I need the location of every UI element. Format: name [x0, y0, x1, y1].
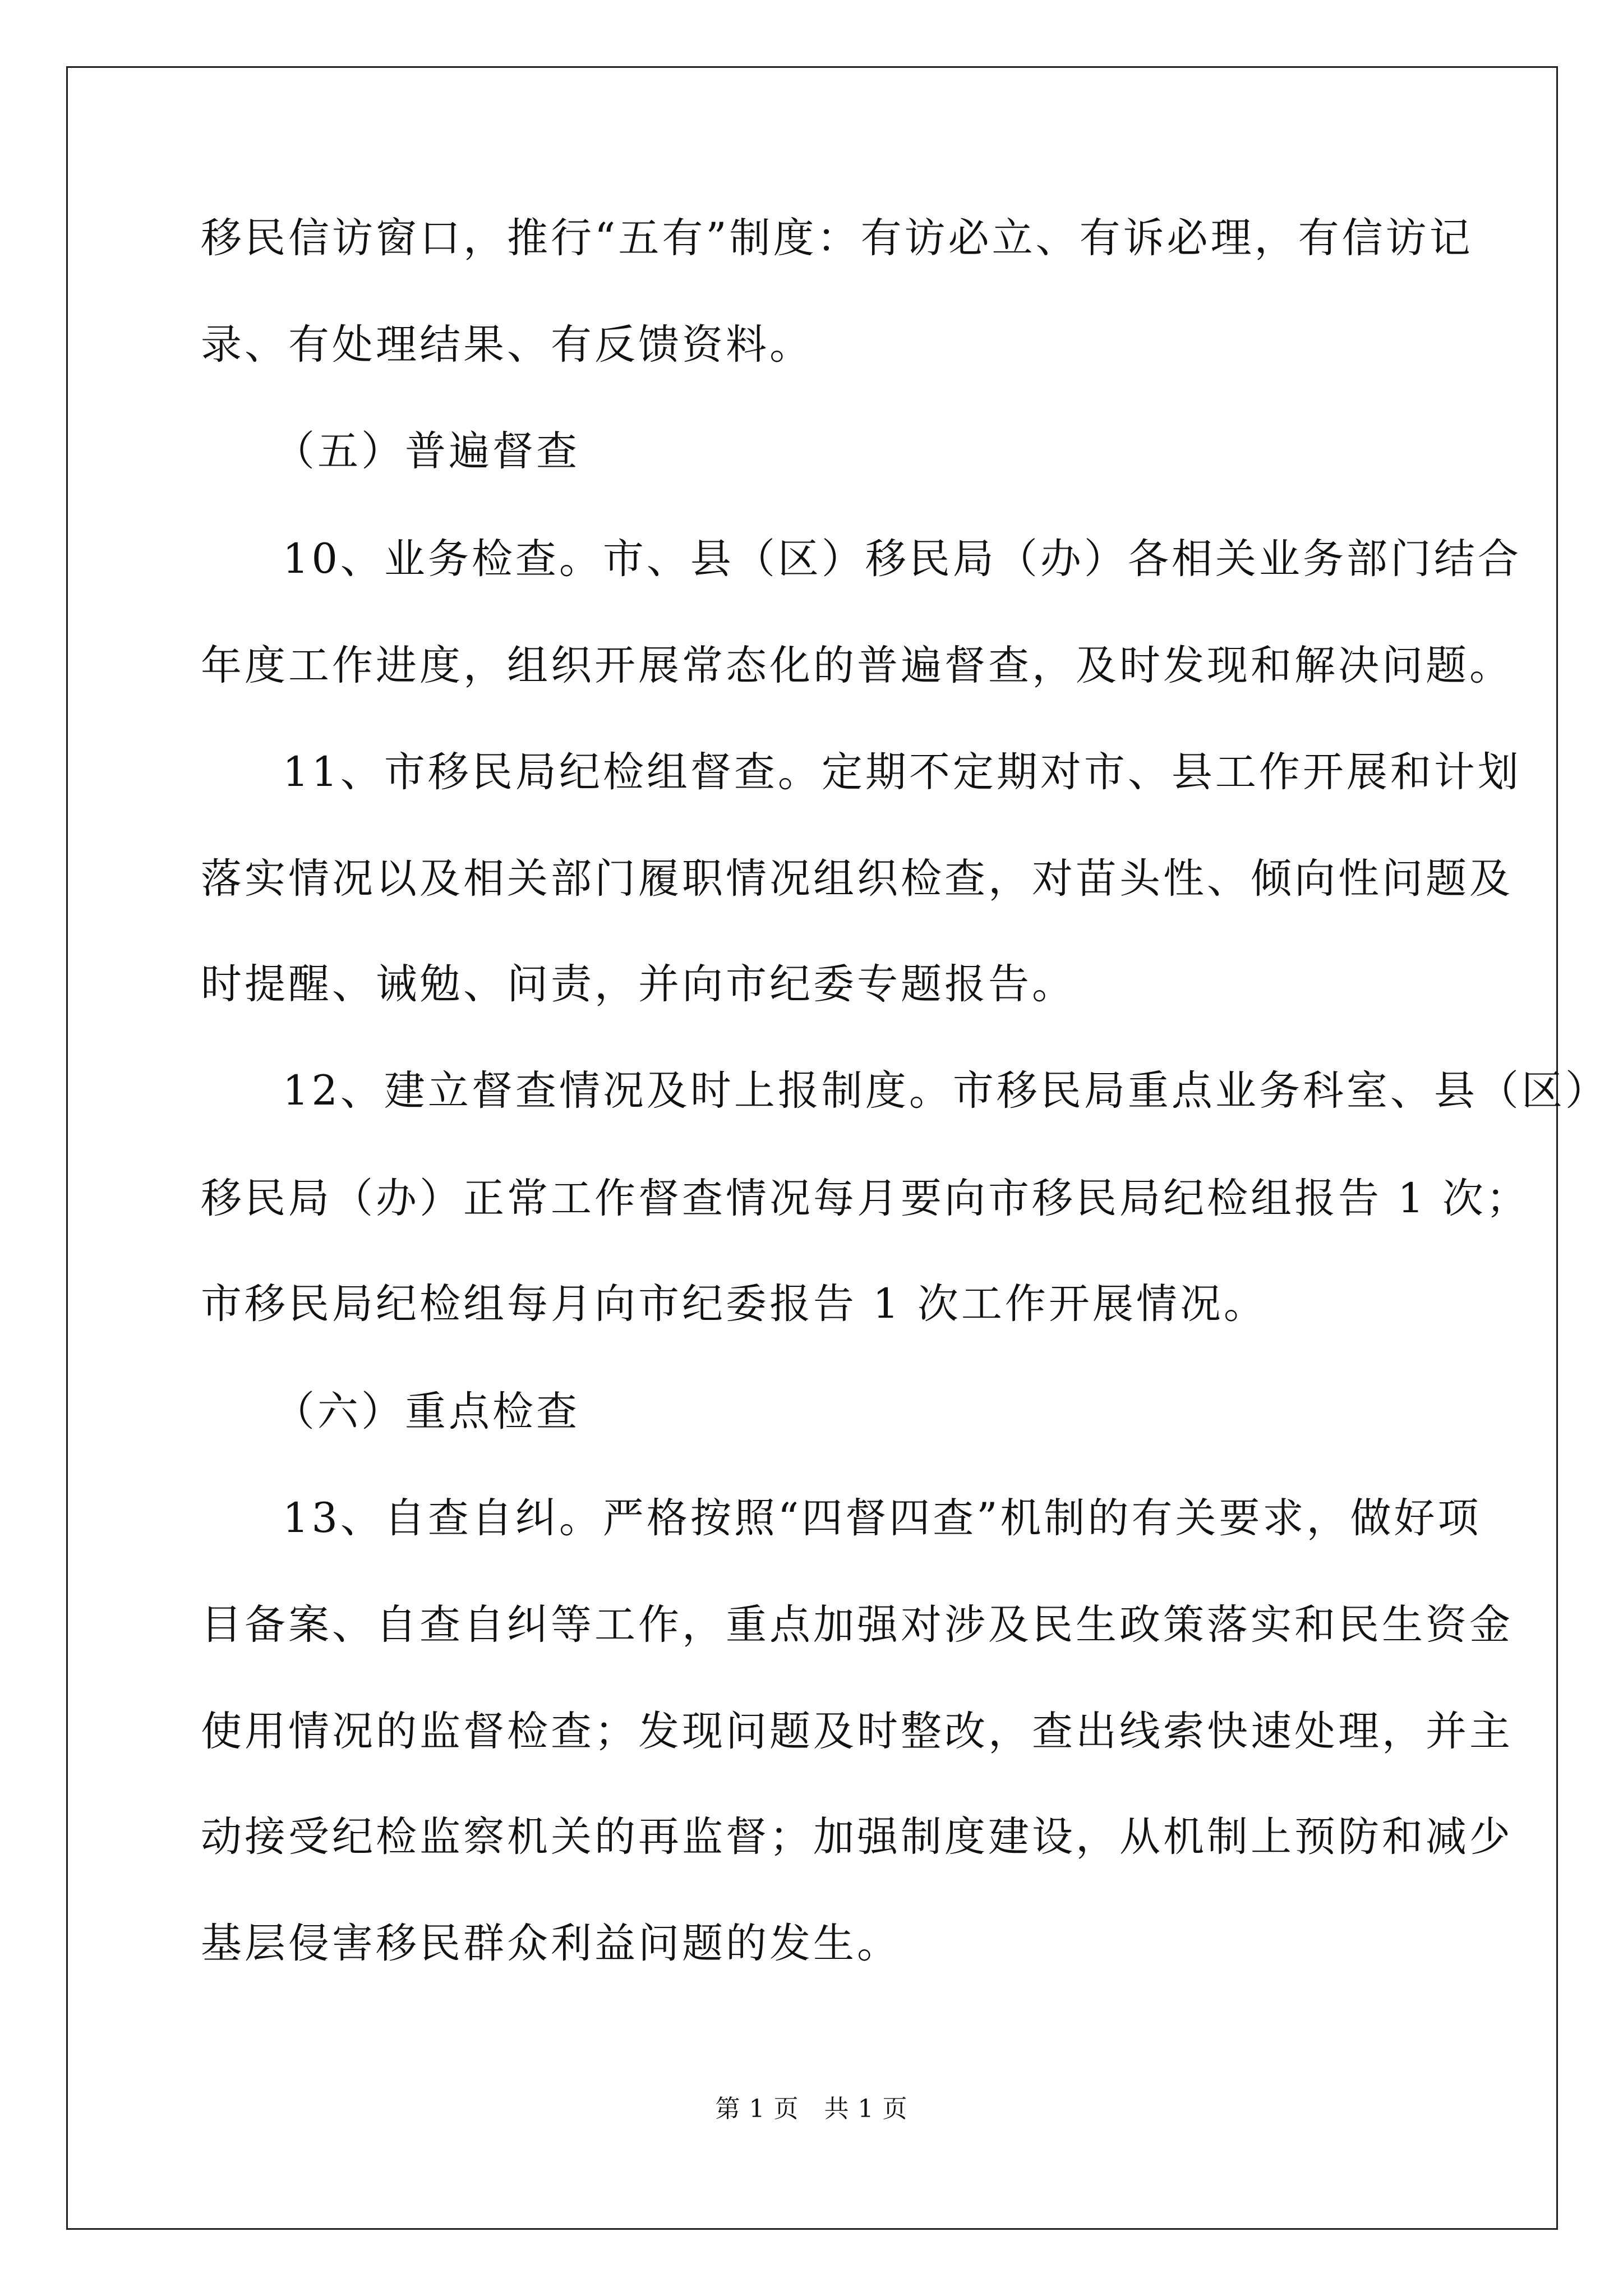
section-heading-5: （五）普遍督查 — [274, 427, 580, 475]
text-line: 12、建立督查情况及时上报制度。市移民局重点业务科室、县（区） — [283, 1067, 1609, 1115]
text-line: 基层侵害移民群众利益问题的发生。 — [201, 1920, 901, 1967]
page-border — [66, 66, 1558, 2230]
text-line: 移民局（办）正常工作督查情况每月要向市移民局纪检组报告 1 次； — [201, 1175, 1530, 1222]
text-line: 年度工作进度，组织开展常态化的普遍督查，及时发现和解决问题。 — [201, 642, 1513, 689]
text-line: 使用情况的监督检查；发现问题及时整改，查出线索快速处理，并主 — [201, 1708, 1513, 1755]
text-line: 10、业务检查。市、县（区）移民局（办）各相关业务部门结合 — [283, 535, 1521, 583]
text-line: 13、自查自纠。严格按照“四督四查”机制的有关要求，做好项 — [283, 1494, 1482, 1542]
text-line: 时提醒、诫勉、问责，并向市纪委专题报告。 — [201, 960, 1076, 1008]
text-line: 目备案、自查自纠等工作，重点加强对涉及民生政策落实和民生资金 — [201, 1601, 1513, 1649]
text-line: 落实情况以及相关部门履职情况组织检查，对苗头性、倾向性问题及 — [201, 855, 1513, 903]
text-line: 11、市移民局纪检组督查。定期不定期对市、县工作开展和计划 — [283, 748, 1521, 796]
text-line: 录、有处理结果、有反馈资料。 — [201, 321, 813, 369]
text-line: 市移民局纪检组每月向市纪委报告 1 次工作开展情况。 — [201, 1280, 1267, 1328]
page-number: 第 1 页 共 1 页 — [715, 2095, 908, 2123]
section-heading-6: （六）重点检查 — [274, 1388, 580, 1435]
text-line: 动接受纪检监察机关的再监督；加强制度建设，从机制上预防和减少 — [201, 1813, 1513, 1861]
text-line: 移民信访窗口，推行“五有”制度：有访必立、有诉必理，有信访记 — [201, 214, 1473, 262]
